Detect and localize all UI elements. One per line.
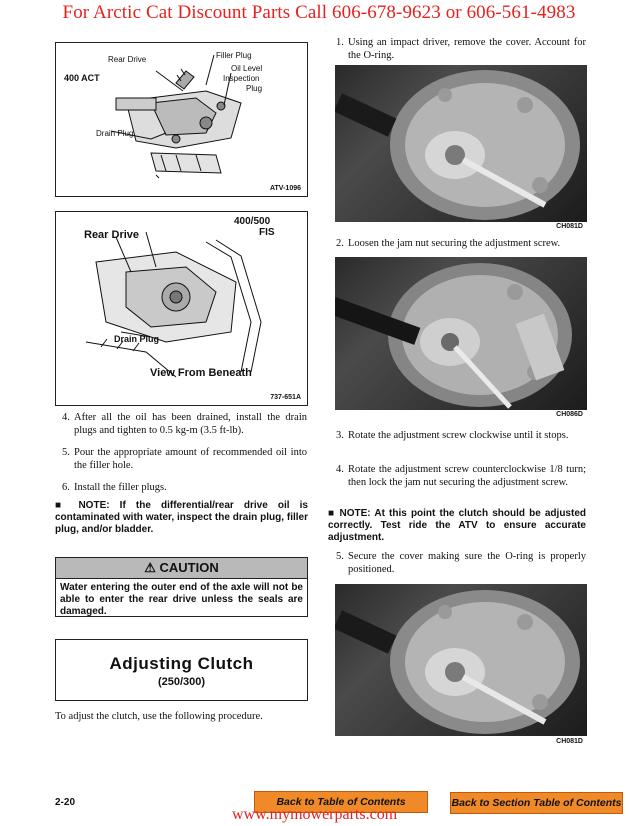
back-to-section-toc-button[interactable]: Back to Section Table of Contents [450, 792, 623, 814]
caution-box [55, 557, 308, 617]
figure1-model-label: 400 ACT [64, 73, 100, 83]
engine-photo-1 [335, 65, 587, 222]
header-banner: For Arctic Cat Discount Parts Call 606-678-9623 or 606-561-4983 [62, 2, 576, 23]
right-step-4-number: 4. [336, 464, 344, 475]
left-step-5-number: 5. [62, 447, 70, 458]
right-step-4 [336, 464, 586, 489]
right-step-3-text: Rotate the adjustment screw clockwise until it stops. [348, 430, 569, 441]
figure1-oil-level-label-line3: Plug [246, 84, 263, 93]
left-step-5 [62, 447, 307, 472]
left-step-4-number: 4. [62, 412, 70, 423]
left-step-5-text: Pour the appropriate amount of recommended oil into the filler hole. [74, 447, 307, 471]
right-step-1 [336, 37, 586, 62]
figure2-model-label-line1: 400/500 [234, 216, 271, 227]
left-note: ■ NOTE: If the differential/rear drive oil is contaminated with water, inspect the drain plug, filler plug, and/or bladder. [55, 500, 308, 535]
left-step-4-text: After all the oil has been drained, install the drain plugs and tighten to 0.5 kg-m (3.5 ft-lb). [74, 412, 307, 436]
left-step-6-text: Install the filler plugs. [74, 482, 167, 493]
back-to-toc-button[interactable]: Back to Table of Contents [254, 791, 428, 813]
figure2-view-label: View From Beneath [150, 367, 252, 379]
right-step-1-number: 1. [336, 37, 344, 48]
website-url[interactable]: www.mymowerparts.com [232, 806, 398, 823]
figure1-id: ATV-1096 [270, 185, 301, 192]
photo1-id: CH081D [556, 223, 583, 230]
page-number: 2-20 [55, 797, 76, 808]
right-step-2-number: 2. [336, 238, 344, 249]
right-step-5-number: 5. [336, 551, 344, 562]
photo-secure-cover [335, 584, 587, 736]
caution-title: ⚠ CAUTION [56, 558, 307, 579]
photo3-id: CH081D [556, 738, 583, 745]
figure2-id: 737-651A [270, 394, 301, 401]
photo2-id: CH086D [556, 411, 583, 418]
photo-remove-cover [335, 65, 587, 222]
figure1-oil-level-label-line2: Inspection [223, 74, 260, 83]
right-step-3 [336, 430, 586, 443]
figure1-oil-level-label-line1: Oil Level [231, 64, 263, 73]
left-step-6 [62, 482, 307, 495]
left-step-6-number: 6. [62, 482, 70, 493]
section-header-box [55, 639, 308, 701]
right-step-3-number: 3. [336, 430, 344, 441]
left-step-4 [62, 412, 307, 437]
figure-400-500-fis [55, 211, 308, 406]
figure2-drain-plug-label: Drain Plug [114, 334, 160, 344]
figure1-filler-plug-label: Filler Plug [216, 51, 252, 60]
figure1-drain-plug-label: Drain Plug [96, 129, 134, 138]
rear-drive-diagram-400-act [56, 43, 307, 196]
figure-400-act [55, 42, 308, 197]
right-note: ■ NOTE: At this point the clutch should be adjusted correctly. Test ride the ATV to ensure accurate adjustment. [328, 508, 586, 543]
figure2-model-label-line2: FIS [259, 227, 275, 238]
figure2-rear-drive-label: Rear Drive [84, 229, 140, 241]
right-step-2-text: Loosen the jam nut securing the adjustment screw. [348, 238, 561, 249]
figure1-rear-drive-label: Rear Drive [108, 55, 147, 64]
caution-body: Water entering the outer end of the axle will not be able to enter the rear drive unless the seals are damaged. [60, 582, 303, 617]
photo-loosen-jam-nut [335, 257, 587, 410]
right-step-2 [336, 238, 586, 251]
section-subtitle: (250/300) [157, 676, 206, 688]
right-step-5-text: Secure the cover making sure the O-ring is properly positioned. [348, 551, 586, 575]
right-step-1-text: Using an impact driver, remove the cover. Account for the O-ring. [348, 37, 586, 61]
intro-text: To adjust the clutch, use the following procedure. [55, 711, 263, 722]
right-step-5 [336, 551, 586, 576]
section-title: Adjusting Clutch [109, 654, 254, 673]
engine-photo-3 [335, 584, 587, 736]
engine-photo-2 [335, 257, 587, 410]
right-step-4-text: Rotate the adjustment screw counterclockwise 1/8 turn; then lock the jam nut securing the adjustment screw. [348, 464, 586, 488]
